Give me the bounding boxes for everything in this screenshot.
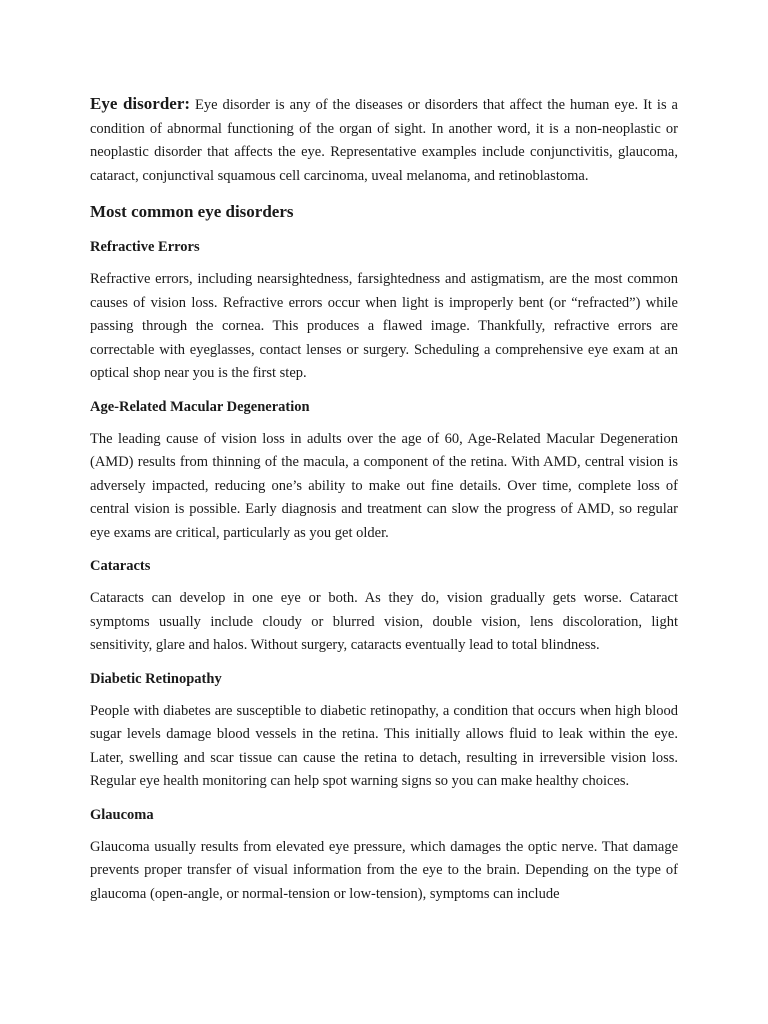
section-body: People with diabetes are susceptible to diabetic retinopathy, a condition that occurs when high blood sugar levels damage blood vessels in the retina. This initially allows fluid to leak within the eye. Later, swelling and scar tissue can cause the retina to detach, resulting in irreversible vision loss. Regular eye health monitoring can help spot warning signs so you can make healthy choices. bbox=[90, 702, 678, 789]
section-body: Glaucoma usually results from elevated eye pressure, which damages the optic nerve. That damage prevents proper transfer of visual information from the eye to the brain. Depending on the type of glaucoma (open-angle, or normal-tension or low-tension), symptoms can include bbox=[90, 838, 678, 902]
section-glaucoma bbox=[90, 804, 678, 907]
section-cataracts bbox=[90, 555, 678, 658]
document-page bbox=[90, 92, 678, 916]
section-heading: Cataracts bbox=[90, 558, 151, 574]
section-heading: Diabetic Retinopathy bbox=[90, 670, 222, 687]
section-body: The leading cause of vision loss in adults over the age of 60, Age-Related Macular Degeneration (AMD) results from thinning of the macula, a component of the retina. With AMD, central vision is adversely impacted, reducing one’s ability to make out fine details. Over time, complete loss of central vision is possible. Early diagnosis and treatment can slow the progress of AMD, so regular eye exams are critical, particularly as you get older. bbox=[90, 430, 678, 541]
section-title: Most common eye disorders bbox=[90, 202, 294, 221]
intro-lead: Eye disorder: bbox=[90, 94, 191, 113]
section-body: Cataracts can develop in one eye or both. As they do, vision gradually gets worse. Cataract symptoms usually include cloudy or blurred vision, double vision, lens discoloration, light sensitivity, glare and halos. Without surgery, cataracts eventually lead to total blindness. bbox=[90, 590, 678, 653]
section-heading: Glaucoma bbox=[90, 806, 154, 823]
section-heading: Refractive Errors bbox=[90, 239, 200, 255]
section-diabetic-retinopathy bbox=[90, 668, 678, 794]
intro-text: Eye disorder is any of the diseases or disorders that affect the human eye. It is a condition of abnormal functioning of the organ of sight. In another word, it is a non-neoplastic or neoplastic disorder that affects the eye. Representative examples include conjunctivitis, glaucoma, cataract, conjunctival squamous cell carcinoma, uveal melanoma, and retinoblastoma. bbox=[90, 97, 678, 184]
section-amd bbox=[90, 396, 678, 546]
section-refractive-errors bbox=[90, 236, 678, 386]
section-heading: Age-Related Macular Degeneration bbox=[90, 398, 310, 415]
section-body: Refractive errors, including nearsightedness, farsightedness and astigmatism, are the most common causes of vision loss. Refractive errors occur when light is improperly bent (or “refracted”) while passing through the cornea. This produces a flawed image. Thankfully, refractive errors are correctable with eyeglasses, contact lenses or surgery. Scheduling a comprehensive eye exam at an optical shop near you is the first step. bbox=[90, 271, 678, 381]
intro-paragraph bbox=[90, 92, 678, 188]
